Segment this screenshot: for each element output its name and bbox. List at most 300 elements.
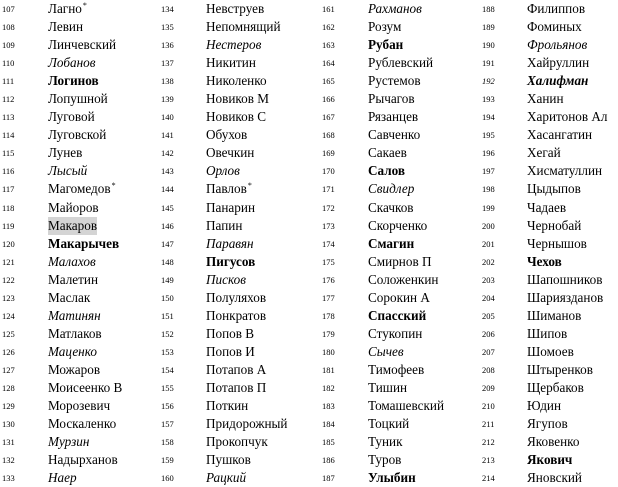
item-number: 150	[161, 292, 174, 303]
item-number: 204	[482, 292, 495, 303]
item-name-text: Малетин	[48, 271, 99, 287]
item-name-text: Логинов	[48, 73, 99, 89]
item-number: 183	[322, 401, 335, 412]
item-name-text: Смирнов П	[368, 253, 432, 269]
item-name-text: Никитин	[206, 55, 256, 71]
item-name-text: Чехов	[527, 253, 562, 269]
item-name	[206, 469, 246, 487]
item-number: 198	[482, 184, 495, 195]
item-name-text: Рубан	[368, 37, 404, 53]
item-name	[206, 415, 287, 433]
item-name-text: Лунев	[48, 145, 83, 161]
item-name-text: Матлаков	[48, 325, 102, 341]
item-name	[527, 361, 593, 379]
item-number: 133	[2, 473, 15, 484]
item-name	[48, 108, 95, 126]
item-name	[527, 397, 561, 415]
item-name-text: Мурзин	[48, 434, 90, 450]
item-name-text: Павлов	[206, 181, 247, 197]
item-number: 196	[482, 148, 495, 159]
item-name-text: Рублевский	[368, 55, 434, 71]
item-number: 181	[322, 364, 335, 375]
item-name	[368, 397, 444, 415]
item-name	[206, 253, 255, 271]
item-name	[48, 469, 77, 487]
item-name-text: Тимофеев	[368, 361, 425, 377]
item-name	[48, 0, 87, 20]
item-number: 169	[322, 148, 335, 159]
item-name-text: Халифман	[527, 73, 589, 89]
item-name	[206, 235, 254, 253]
item-number: 178	[322, 310, 335, 321]
item-name	[48, 235, 119, 253]
item-number: 202	[482, 256, 495, 267]
item-name	[368, 325, 422, 343]
item-name-text: Ханин	[527, 91, 564, 107]
item-name	[48, 36, 116, 54]
item-name-text: Харитонов Ал	[527, 109, 608, 125]
item-name	[527, 144, 561, 162]
item-number: 138	[161, 76, 174, 87]
item-name	[48, 217, 97, 235]
item-number: 148	[161, 256, 174, 267]
item-number: 168	[322, 130, 335, 141]
item-name-text: Можаров	[48, 361, 101, 377]
item-name-text: Хасангатин	[527, 127, 593, 143]
item-name-text: Улыбин	[368, 470, 416, 486]
item-number: 177	[322, 292, 335, 303]
item-name-text: Луговской	[48, 127, 107, 143]
item-name-text: Папин	[206, 217, 243, 233]
item-name	[48, 18, 83, 36]
item-name-text: Придорожный	[206, 416, 288, 432]
item-name	[206, 451, 251, 469]
item-name	[527, 18, 582, 36]
item-name-text: Рахманов	[368, 1, 422, 16]
item-name	[368, 253, 432, 271]
item-name	[368, 271, 438, 289]
item-name	[48, 433, 89, 451]
item-name-text: Филиппов	[527, 1, 586, 16]
item-name	[368, 144, 407, 162]
item-number: 206	[482, 328, 495, 339]
item-number: 193	[482, 94, 495, 105]
item-number: 160	[161, 473, 174, 484]
item-number: 126	[2, 346, 15, 357]
item-name	[527, 36, 587, 54]
item-number: 182	[322, 382, 335, 393]
item-name	[368, 180, 414, 198]
item-name	[206, 307, 266, 325]
item-name-text: Хайруллин	[527, 55, 590, 71]
item-name-text: Поткин	[206, 398, 249, 414]
item-number: 124	[2, 310, 15, 321]
item-name-text: Николенко	[206, 73, 267, 89]
item-name	[527, 469, 582, 487]
item-number: 197	[482, 166, 495, 177]
item-name-text: Нестеров	[206, 37, 262, 53]
item-name	[527, 217, 581, 235]
item-number: 209	[482, 382, 495, 393]
item-name	[527, 343, 574, 361]
item-name-text: Понкратов	[206, 307, 267, 323]
item-name-text: Чадаев	[527, 199, 567, 215]
item-name	[527, 415, 568, 433]
item-name-text: Пушков	[206, 452, 251, 468]
item-number: 129	[2, 401, 15, 412]
item-name-text: Тишин	[368, 379, 408, 395]
item-name	[368, 0, 422, 18]
item-name-text: Прокопчук	[206, 434, 268, 450]
item-name-text: Савченко	[368, 127, 421, 143]
item-number: 212	[482, 437, 495, 448]
item-name	[368, 289, 430, 307]
item-number: 191	[482, 58, 495, 69]
item-name	[368, 343, 404, 361]
item-name-text: Хисматуллин	[527, 163, 603, 179]
item-name	[368, 361, 424, 379]
item-number: 207	[482, 346, 495, 357]
item-name	[206, 0, 264, 18]
item-name	[48, 90, 108, 108]
footnote-mark: *	[82, 1, 87, 10]
item-name-text: Панарин	[206, 199, 255, 215]
item-name-text: Шипов	[527, 325, 568, 341]
item-number: 137	[161, 58, 174, 69]
item-name-text: Малахов	[48, 253, 96, 269]
item-number: 136	[161, 40, 174, 51]
item-number: 163	[322, 40, 335, 51]
item-number: 185	[322, 437, 335, 448]
item-name-text: Морозевич	[48, 398, 111, 414]
item-number: 141	[161, 130, 174, 141]
item-name-text: Невструев	[206, 1, 265, 16]
item-number: 187	[322, 473, 335, 484]
item-name-text: Линчевский	[48, 37, 117, 53]
item-name-text: Маслак	[48, 289, 91, 305]
item-number: 147	[161, 238, 174, 249]
item-name	[368, 307, 426, 325]
item-name-text: Туров	[368, 452, 402, 468]
item-number: 208	[482, 364, 495, 375]
item-name	[206, 54, 256, 72]
item-number: 107	[2, 4, 15, 14]
item-name-text: Лопушной	[48, 91, 108, 107]
item-number: 214	[482, 473, 495, 484]
item-name	[206, 379, 266, 397]
item-number: 156	[161, 401, 174, 412]
item-name-text: Моисеенко В	[48, 379, 123, 395]
item-name	[368, 18, 401, 36]
item-name-text: Пигусов	[206, 253, 256, 269]
item-number: 149	[161, 274, 174, 285]
item-name-text: Москаленко	[48, 416, 117, 432]
item-number: 114	[2, 130, 15, 141]
item-name-text: Попов В	[206, 325, 255, 341]
item-number: 213	[482, 455, 495, 466]
item-name	[368, 54, 433, 72]
item-name-text: Фоминых	[527, 19, 582, 35]
item-name	[527, 235, 587, 253]
item-number: 205	[482, 310, 495, 321]
item-name	[368, 108, 418, 126]
item-name-text: Щербаков	[527, 379, 584, 395]
item-number: 166	[322, 94, 335, 105]
item-name-text: Потапов А	[206, 361, 267, 377]
item-name-text: Левин	[48, 19, 84, 35]
item-number: 162	[322, 22, 335, 33]
item-number: 154	[161, 364, 174, 375]
item-name-text: Лобанов	[48, 55, 96, 71]
item-number: 158	[161, 437, 174, 448]
item-name	[527, 289, 603, 307]
item-number: 153	[161, 346, 174, 357]
item-name	[206, 217, 242, 235]
item-number: 173	[322, 220, 335, 231]
item-number: 170	[322, 166, 335, 177]
footnote-mark: *	[111, 181, 116, 191]
item-name	[527, 90, 564, 108]
item-number: 186	[322, 455, 335, 466]
item-name-text: Якович	[527, 452, 573, 468]
item-name-text: Попов И	[206, 343, 255, 359]
item-name-text: Макарычев	[48, 235, 120, 251]
item-number: 201	[482, 238, 495, 249]
item-name	[48, 126, 106, 144]
item-number: 108	[2, 22, 15, 33]
item-name-text: Обухов	[206, 127, 248, 143]
item-number: 118	[2, 202, 15, 213]
item-number: 117	[2, 184, 15, 195]
item-name-text: Непомнящий	[206, 19, 281, 35]
item-name	[206, 72, 267, 90]
item-name	[206, 162, 240, 180]
item-name	[368, 126, 420, 144]
item-name-text: Смагин	[368, 235, 415, 251]
item-name	[48, 253, 96, 271]
item-name	[48, 72, 99, 90]
item-number: 161	[322, 4, 335, 14]
item-name	[48, 451, 118, 469]
item-name	[48, 54, 95, 72]
item-number: 176	[322, 274, 335, 285]
item-number: 143	[161, 166, 174, 177]
item-name-text: Луговой	[48, 109, 95, 125]
item-name-text: Салов	[368, 163, 406, 179]
item-number: 111	[2, 76, 15, 87]
item-name	[368, 433, 403, 451]
item-name	[206, 271, 246, 289]
item-name-text: Стукопин	[368, 325, 423, 341]
item-name	[48, 144, 82, 162]
item-number: 132	[2, 455, 15, 466]
item-name-text: Яновский	[527, 470, 582, 486]
item-number: 167	[322, 112, 335, 123]
item-name-text: Макаров	[48, 217, 98, 233]
item-number: 192	[482, 76, 495, 87]
item-name	[48, 162, 87, 180]
item-name-text: Овечкин	[206, 145, 255, 161]
item-name-text: Шиманов	[527, 307, 582, 323]
item-number: 180	[322, 346, 335, 357]
item-name	[368, 199, 414, 217]
item-name	[48, 361, 100, 379]
item-number: 112	[2, 94, 15, 105]
item-name	[206, 180, 252, 200]
item-name-text: Хегай	[527, 145, 561, 161]
item-name	[527, 108, 608, 126]
item-name-text: Фрольянов	[527, 37, 588, 53]
item-name-text: Скорченко	[368, 217, 428, 233]
item-number: 203	[482, 274, 495, 285]
item-number: 189	[482, 22, 495, 33]
item-name-text: Надырханов	[48, 452, 118, 468]
item-name-text: Яковенко	[527, 434, 580, 450]
item-name-text: Свидлер	[368, 181, 415, 197]
item-name-text: Шапошников	[527, 271, 603, 287]
item-name	[206, 199, 255, 217]
item-name-text: Туник	[368, 434, 403, 450]
item-name-text: Юдин	[527, 398, 562, 414]
item-number: 175	[322, 256, 335, 267]
item-number: 211	[482, 419, 495, 430]
item-number: 110	[2, 58, 15, 69]
item-name-text: Цыдыпов	[527, 181, 581, 197]
item-number: 174	[322, 238, 335, 249]
item-name	[206, 343, 255, 361]
item-name-text: Потапов П	[206, 379, 267, 395]
item-name	[368, 451, 401, 469]
item-name-text: Ягупов	[527, 416, 568, 432]
item-number: 122	[2, 274, 15, 285]
item-name	[368, 36, 403, 54]
item-number: 109	[2, 40, 15, 51]
item-number: 131	[2, 437, 15, 448]
item-name	[527, 54, 589, 72]
item-name	[206, 361, 266, 379]
item-name-text: Писков	[206, 271, 246, 287]
item-name	[206, 433, 268, 451]
item-name-text: Шариязданов	[527, 289, 604, 305]
item-number: 115	[2, 148, 15, 159]
item-number: 144	[161, 184, 174, 195]
item-name-text: Спасский	[368, 307, 427, 323]
item-name	[48, 199, 99, 217]
item-number: 130	[2, 419, 15, 430]
item-number: 119	[2, 220, 15, 231]
item-name	[368, 217, 427, 235]
item-name	[48, 307, 101, 325]
item-number: 199	[482, 202, 495, 213]
item-name	[527, 379, 584, 397]
item-name	[206, 126, 247, 144]
item-name-text: Штыренков	[527, 361, 593, 377]
item-number: 113	[2, 112, 15, 123]
item-name-text: Сорокин А	[368, 289, 430, 305]
item-name-text: Соложенкин	[368, 271, 439, 287]
item-name-text: Лысый	[48, 163, 88, 179]
item-name	[206, 289, 266, 307]
item-name-text: Майоров	[48, 199, 99, 215]
item-name	[48, 180, 116, 200]
item-name	[527, 451, 572, 469]
item-name	[368, 235, 414, 253]
item-number: 123	[2, 292, 15, 303]
item-number: 164	[322, 58, 335, 69]
item-name-text: Маценко	[48, 343, 97, 359]
item-name-text: Новиков М	[206, 91, 269, 107]
item-name-text: Рацкий	[206, 470, 247, 486]
item-name	[368, 469, 416, 487]
item-name-text: Чернобай	[527, 217, 582, 233]
item-number: 184	[322, 419, 335, 430]
item-name	[527, 271, 602, 289]
item-number: 121	[2, 256, 15, 267]
item-name-text: Скачков	[368, 199, 414, 215]
item-name	[527, 433, 580, 451]
item-name	[527, 72, 588, 90]
item-name-text: Шомоев	[527, 343, 574, 359]
item-name	[206, 90, 269, 108]
item-name-text: Наер	[48, 470, 77, 486]
item-name	[527, 307, 581, 325]
item-name-text: Тоцкий	[368, 416, 410, 432]
item-name-text: Рустемов	[368, 73, 421, 89]
item-name	[48, 343, 97, 361]
item-number: 134	[161, 4, 174, 14]
item-name	[368, 90, 415, 108]
item-name	[206, 397, 248, 415]
item-number: 155	[161, 382, 174, 393]
item-name-text: Новиков С	[206, 109, 267, 125]
item-number: 194	[482, 112, 495, 123]
item-name	[368, 72, 421, 90]
item-number: 127	[2, 364, 15, 375]
item-name	[527, 0, 585, 18]
item-number: 188	[482, 4, 495, 14]
item-name	[48, 415, 116, 433]
item-name	[48, 271, 98, 289]
item-name	[48, 379, 122, 397]
item-name-text: Паравян	[206, 235, 254, 251]
item-name	[48, 325, 102, 343]
item-name	[527, 180, 581, 198]
item-number: 195	[482, 130, 495, 141]
footnote-mark: *	[247, 181, 252, 191]
item-name-text: Матинян	[48, 307, 101, 323]
item-number: 128	[2, 382, 15, 393]
item-number: 142	[161, 148, 174, 159]
item-number: 179	[322, 328, 335, 339]
item-name	[206, 18, 281, 36]
item-number: 120	[2, 238, 15, 249]
item-number: 125	[2, 328, 15, 339]
item-name	[206, 325, 254, 343]
item-number: 140	[161, 112, 174, 123]
item-number: 116	[2, 166, 15, 177]
item-number: 210	[482, 401, 495, 412]
item-name	[206, 108, 266, 126]
item-name-text: Сакаев	[368, 145, 407, 161]
item-name	[368, 379, 407, 397]
item-number: 139	[161, 94, 174, 105]
item-name-text: Рязанцев	[368, 109, 419, 125]
item-name	[48, 397, 110, 415]
item-name	[527, 253, 562, 271]
item-name-text: Розум	[368, 19, 402, 35]
item-number: 157	[161, 419, 174, 430]
item-name	[368, 415, 409, 433]
